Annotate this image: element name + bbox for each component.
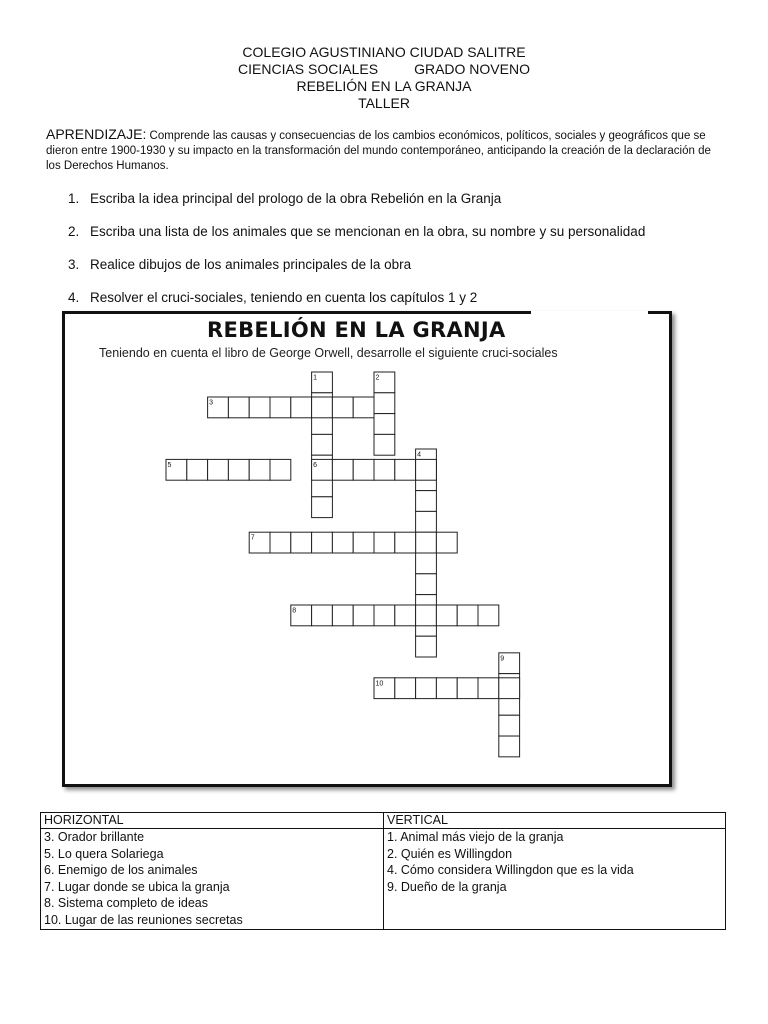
school-name: COLEGIO AGUSTINIANO CIUDAD SALITRE <box>242 44 526 60</box>
grade: GRADO NOVENO <box>414 61 530 77</box>
crossword-cell[interactable] <box>353 397 374 418</box>
crossword-cell[interactable] <box>312 497 333 518</box>
crossword-cell[interactable] <box>374 605 395 626</box>
crossword-cell[interactable] <box>291 532 312 553</box>
crossword-cell[interactable] <box>416 491 437 512</box>
crossword-cell[interactable] <box>436 532 457 553</box>
crossword-number: 2 <box>375 374 380 382</box>
crossword-cell[interactable] <box>416 574 437 595</box>
crossword-number: 10 <box>375 680 384 688</box>
task-item: 3. Realice dibujos de los animales principales de la obra <box>68 257 412 272</box>
crossword-cell[interactable] <box>457 678 478 699</box>
crossword-cell[interactable] <box>395 532 416 553</box>
crossword-number: 3 <box>209 399 214 407</box>
crossword-cell[interactable] <box>228 397 249 418</box>
crossword-number: 4 <box>417 451 422 459</box>
crossword-number: 7 <box>250 534 255 542</box>
crossword-cell[interactable] <box>416 532 437 553</box>
task-item: 2. Escriba una lista de los animales que se mencionan en la obra, su nombre y su personalidad <box>68 224 646 239</box>
clue-h10: 10. Lugar de las reuniones secretas <box>44 912 243 927</box>
crossword-panel <box>62 311 672 787</box>
clues-table <box>40 812 726 930</box>
crossword-number: 5 <box>167 461 172 469</box>
crossword-cell[interactable] <box>416 459 437 480</box>
task-item: 4. Resolver el cruci-sociales, teniendo en cuenta los capítulos 1 y 2 <box>68 290 478 305</box>
crossword-number: 1 <box>313 374 318 382</box>
topic: REBELIÓN EN LA GRANJA <box>296 78 472 94</box>
clue-h8: 8. Sistema completo de ideas <box>44 896 208 910</box>
crossword-cell[interactable] <box>374 414 395 435</box>
crossword-cell[interactable] <box>478 605 499 626</box>
crossword-cell[interactable] <box>312 397 333 418</box>
crossword-title: REBELIÓN EN LA GRANJA <box>207 318 506 342</box>
crossword-cell[interactable] <box>249 459 270 480</box>
crossword-cell[interactable] <box>416 678 437 699</box>
crossword-cell[interactable] <box>187 459 208 480</box>
crossword-cell[interactable] <box>332 459 353 480</box>
clue-h5: 5. Lo quera Solariega <box>44 846 164 861</box>
crossword-cell[interactable] <box>353 532 374 553</box>
learning-objective-label: APRENDIZAJE: <box>46 126 147 142</box>
crossword-number: 8 <box>292 607 297 615</box>
crossword-cell[interactable] <box>332 605 353 626</box>
task-list <box>68 190 645 322</box>
crossword-cell[interactable] <box>312 532 333 553</box>
crossword-cell[interactable] <box>478 678 499 699</box>
crossword-cell[interactable] <box>499 736 520 757</box>
crossword-cell[interactable] <box>416 605 437 626</box>
task-item: 1. Escriba la idea principal del prologo de la obra Rebelión en la Granja <box>68 191 502 206</box>
learning-objective <box>46 127 726 174</box>
crossword-cell[interactable] <box>353 605 374 626</box>
crossword-cell[interactable] <box>374 393 395 414</box>
clue-v4: 4. Cómo considera Willingdon que es la vida <box>387 863 634 877</box>
crossword-cell[interactable] <box>332 397 353 418</box>
crossword-cell[interactable] <box>374 459 395 480</box>
crossword-cell[interactable] <box>374 434 395 455</box>
crossword-cell[interactable] <box>312 605 333 626</box>
subject: CIENCIAS SOCIALES <box>238 61 379 77</box>
crossword-cell[interactable] <box>249 397 270 418</box>
crossword-cell[interactable] <box>416 636 437 657</box>
clue-v1: 1. Animal más viejo de la granja <box>387 830 564 844</box>
crossword-cell[interactable] <box>457 605 478 626</box>
crossword-cell[interactable] <box>395 678 416 699</box>
document-header <box>0 44 768 112</box>
clue-v2: 2. Quién es Willingdon <box>387 846 513 861</box>
subject-grade-line <box>0 61 768 78</box>
clue-h6: 6. Enemigo de los animales <box>44 863 198 877</box>
crossword-grid <box>65 314 669 784</box>
crossword-cell[interactable] <box>228 459 249 480</box>
crossword-cell[interactable] <box>436 678 457 699</box>
document-type: TALLER <box>358 95 410 111</box>
vertical-clues <box>384 829 726 930</box>
crossword-cell[interactable] <box>374 532 395 553</box>
crossword-cell[interactable] <box>395 605 416 626</box>
crossword-cell[interactable] <box>312 434 333 455</box>
crossword-subtitle: Teniendo en cuenta el libro de George Orwell, desarrolle el siguiente cruci-sociales <box>99 346 558 360</box>
clue-h7: 7. Lugar donde se ubica la granja <box>44 879 230 894</box>
crossword-cell[interactable] <box>416 511 437 532</box>
clue-h3: 3. Orador brillante <box>44 830 145 844</box>
crossword-cell[interactable] <box>416 553 437 574</box>
learning-objective-text: Comprende las causas y consecuencias de los cambios económicos, políticos, sociales y geográficos que se dieron entre 1900-1930 y su impacto en la transformación del mundo contemporáneo, anticipando la creación de la declaración de los Derechos Humanos. <box>46 130 711 172</box>
horizontal-clues <box>41 829 384 930</box>
crossword-cell[interactable] <box>332 532 353 553</box>
crossword-cell[interactable] <box>353 459 374 480</box>
crossword-cell[interactable] <box>270 397 291 418</box>
crossword-cell[interactable] <box>436 605 457 626</box>
crossword-cell[interactable] <box>270 459 291 480</box>
crossword-cell[interactable] <box>499 678 520 699</box>
crossword-cell[interactable] <box>291 397 312 418</box>
crossword-number: 9 <box>500 655 505 663</box>
vertical-header: VERTICAL <box>384 813 726 829</box>
crossword-cell[interactable] <box>208 459 229 480</box>
crossword-cell[interactable] <box>270 532 291 553</box>
horizontal-header: HORIZONTAL <box>41 813 384 829</box>
crossword-cell[interactable] <box>395 459 416 480</box>
clue-v9: 9. Dueño de la granja <box>387 879 507 894</box>
crossword-number: 6 <box>313 461 318 469</box>
crossword-cell[interactable] <box>499 715 520 736</box>
